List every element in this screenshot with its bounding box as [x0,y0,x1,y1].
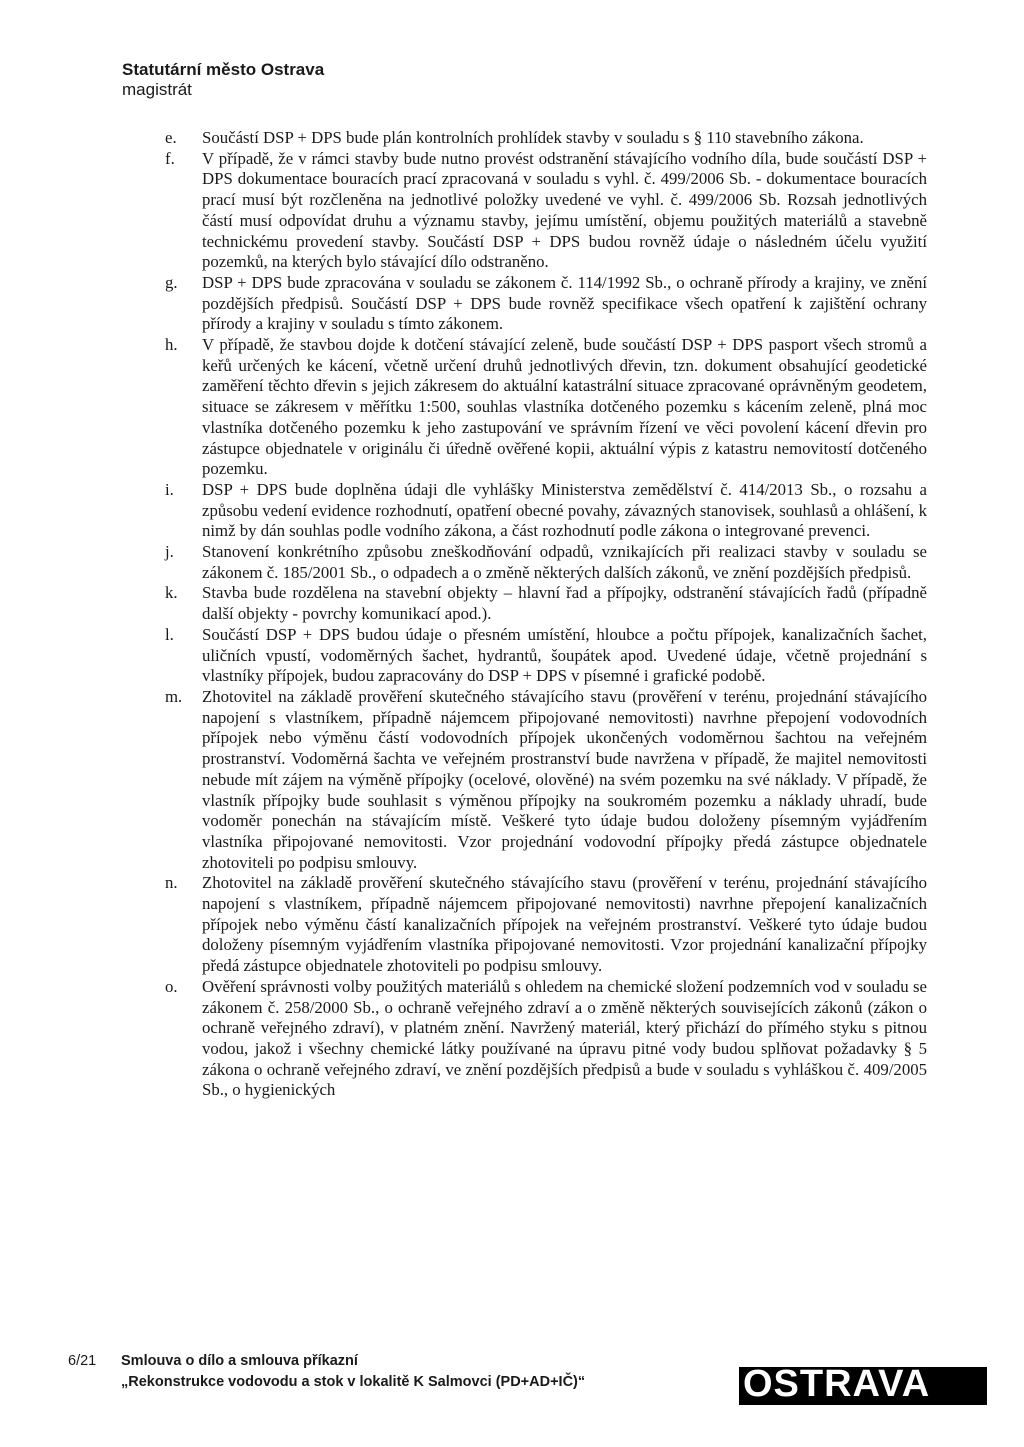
list-item [165,873,927,977]
list-item-text: Stavba bude rozdělena na stavební objekty – hlavní řad a přípojky, odstranění stávajících řadů (případně další objekty - povrchy komunikací apod.). [202,583,927,624]
list-item [165,583,927,624]
logo-text: OSTRAVA [743,1367,931,1405]
list-item-marker: m. [165,686,183,706]
list-item-marker: e. [165,128,177,147]
page-header [122,60,324,100]
list-item-marker: f. [165,148,175,168]
list-item-text: Stanovení konkrétního způsobu zneškodňování odpadů, vznikajících při realizaci stavby v souladu se zákonem č. 185/2001 Sb., o odpadech a o změně některých dalších zákonů, ve znění pozdějších předpisů. [202,542,927,582]
list-item-text: DSP + DPS bude zpracována v souladu se zákonem č. 114/1992 Sb., o ochraně přírody a krajiny, ve znění pozdějších předpisů. Součástí DSP + DPS bude rovněž specifikace všech opatření k zajištění ochrany přírody a krajiny v souladu s tímto zákonem. [202,272,927,334]
list-item-marker: j. [165,542,174,562]
list-item-marker: k. [165,583,178,603]
list-item [165,542,927,583]
list-item-marker: o. [165,976,178,996]
list-item-text: V případě, že stavbou dojde k dotčení stávající zeleně, bude součástí DSP + DPS pasport všech stromů a keřů určených ke kácení, včetně určení druhů jednotlivých dřevin, tzn. dokument obsahující geodetické zaměření těchto dřevin s jejich zákresem do aktuální katastrální situace zpracované oprávněným geodetem, situace se zákresem v měřítku 1:500, souhlas vlastníka dotčeného pozemku s kácením zeleně, plná moc vlastníka dotčeného pozemku k jeho zastupování ve správním řízení ve věci povolení kácení dřevin pro zástupce objednatele v originálu či úředně ověřené kopii, aktuální výpis z katastru nemovitostí dotčeného pozemku. [202,335,927,479]
organization-name: Statutární město Ostrava [122,60,325,79]
list-item-text: DSP + DPS bude doplněna údaji dle vyhlášky Ministerstva zemědělství č. 414/2013 Sb., o rozsahu a způsobu vedení evidence rozhodnutí, opatření obecné povahy, závazných stanovisek, souhlasů a ohlášení, k nimž by dán souhlas podle vodního zákona, a část rozhodnutí podle zákona o integrované prevenci. [202,479,927,541]
list-item-text: Zhotovitel na základě prověření skutečného stávajícího stavu (prověření v terénu, projednání stávajícího napojení s vlastníkem, případně nájemcem připojované nemovitosti) navrhne přepojení vodovodních přípojek nebo výměnu částí vodovodních přípojek ukončených vodoměrnou šachtou na veřejném prostranství. Vodoměrná šachta ve veřejném prostranství bude navržena v případě, že majitel nemovitosti nebude mít zájem na výměně přípojky (ocelové, olověné) na svém pozemku na své náklady. V případě, že vlastník přípojky bude souhlasit s výměnou přípojky na soukromém pozemku a náklady uhradí, bude vodoměr ponechán na stávajícím místě. Veškeré tyto údaje budou doloženy písemným vyjádřením vlastníka připojované nemovitosti. Vzor projednání vodovodní přípojky předá zástupce objednatele zhotoviteli po podpisu smlouvy. [202,686,927,872]
list-item-text: Zhotovitel na základě prověření skutečného stávajícího stavu (prověření v terénu, projednání stávajícího napojení s vlastníkem, případně nájemcem připojované nemovitosti) navrhne přepojení kanalizačních přípojek nebo výměnu částí kanalizačních přípojek na veřejném prostranství. Veškeré tyto údaje budou doloženy písemným vyjádřením vlastníka připojované nemovitosti. Vzor projednání kanalizační přípojky předá zástupce objednatele zhotoviteli po podpisu smlouvy. [202,873,927,976]
list-item-text: Ověření správnosti volby použitých materiálů s ohledem na chemické složení podzemních vod v souladu se zákonem č. 258/2000 Sb., o ochraně veřejného zdraví a o změně některých souvisejících zákonů (zákon o ochraně veřejného zdraví), v platném znění. Navržený materiál, který přichází do přímého styku s pitnou vodou, jakož i všechny chemické látky používané na úpravu pitné vody budou splňovat požadavky § 5 zákona o ochraně veřejného zdraví, ve znění pozdějších předpisů a bude v souladu s vyhláškou č. 409/2005 Sb., o hygienických [202,976,927,1100]
list-item [165,977,927,1101]
list-item [165,273,927,335]
requirements-list [165,128,927,1101]
list-item-marker: h. [165,335,178,355]
list-item-marker: i. [165,479,174,499]
project-title: „Rekonstrukce vodovodu a stok v lokalitě K Salmovci (PD+AD+IČ)“ [121,1374,586,1390]
list-item [165,687,927,873]
page-number: 6/21 [68,1353,97,1369]
ostrava-logo [739,1367,987,1405]
list-item-text: Součástí DSP + DPS bude plán kontrolních prohlídek stavby v souladu s § 110 stavebního zákona. [202,128,864,147]
list-item [165,128,927,149]
list-item [165,480,927,542]
contract-title: Smlouva o dílo a smlouva příkazní [121,1353,358,1369]
list-item-marker: l. [165,624,174,644]
list-item [165,149,927,273]
list-item-marker: n. [165,873,178,893]
list-item-marker: g. [165,272,178,292]
list-item [165,335,927,480]
list-item-text: V případě, že v rámci stavby bude nutno provést odstranění stávajícího vodního díla, bude součástí DSP + DPS dokumentace bouracích prací zpracovaná v souladu s vyhl. č. 499/2006 Sb. - dokumentace bouracích prací musí být rozčleněna na jednotlivé položky uvedené ve vyhl. č. 499/2006 Sb. Rozsah jednotlivých částí musí odpovídat druhu a významu stavby, jejímu umístění, objemu použitých materiálů a stavebně technickému provedení stavby. Součástí DSP + DPS budou rovněž údaje o následném účelu využití pozemků, na kterých bylo stávající dílo odstraněno. [202,148,927,272]
department-name: magistrát [122,80,192,99]
list-item [165,625,927,687]
list-item-text: Součástí DSP + DPS budou údaje o přesném umístění, hloubce a počtu přípojek, kanalizačních šachet, uličních vpustí, vodoměrných šachet, hydrantů, šoupátek apod. Uvedené údaje, včetně projednání s vlastníky přípojek, budou zapracovány do DSP + DPS v písemné i grafické podobě. [202,624,927,686]
